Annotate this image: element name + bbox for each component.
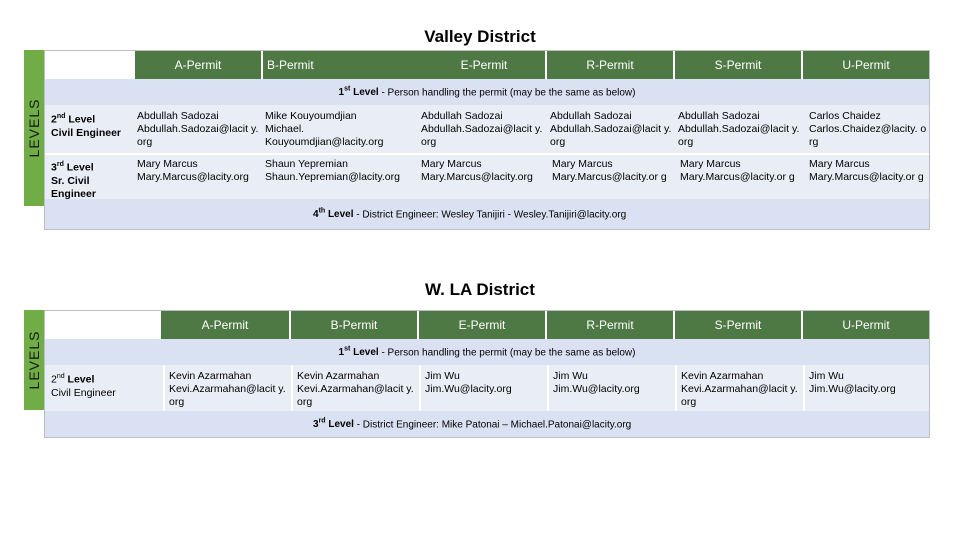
valley-3rd-s-permit-cell	[676, 155, 802, 184]
wla-row-2nd-level-label	[47, 367, 159, 400]
wla-first-level-sup: st	[344, 345, 351, 353]
wla-third-level-text: - District Engineer: Mike Patonai – Michael.Patonai@lacity.org	[353, 419, 632, 431]
contact-name: Abdullah Sadozai	[550, 110, 632, 122]
valley-header-s-permit: S-Permit	[675, 51, 801, 79]
wla-2nd-sup: nd	[56, 373, 65, 380]
wla-header-a-permit: A-Permit	[161, 311, 289, 339]
valley-3rd-sup: rd	[56, 161, 64, 168]
valley-3rd-r-permit-cell	[548, 155, 674, 184]
valley-3rd-e-permit-cell	[417, 155, 547, 184]
wla-levels-tab	[24, 310, 44, 410]
wla-third-level-band	[45, 411, 929, 437]
valley-3rd-sub: Sr. Civil Engineer	[51, 174, 96, 200]
wla-2nd-text: Level	[64, 373, 95, 386]
valley-header-b-permit: B-Permit	[263, 51, 441, 79]
contact-email: Carlos.Chaidez@lacity. org	[809, 123, 927, 148]
contact-name: Mary Marcus	[809, 158, 870, 170]
valley-2nd-sub: Civil Engineer	[51, 126, 122, 139]
contact-email: Mary.Marcus@lacity.org	[421, 171, 533, 183]
contact-name: Jim Wu	[425, 370, 460, 382]
wla-2nd-r-permit-cell	[549, 367, 673, 396]
contact-name: Mary Marcus	[137, 158, 198, 170]
contact-email: Abdullah.Sadozai@lacit y.org	[550, 123, 672, 148]
wla-header-r-permit: R-Permit	[547, 311, 673, 339]
valley-2nd-s-permit-cell	[674, 107, 804, 149]
valley-first-level-sup: st	[344, 85, 351, 93]
wla-district-title: W. LA District	[425, 280, 535, 299]
wla-2nd-u-permit-cell	[805, 367, 927, 396]
contact-name: Jim Wu	[553, 370, 588, 382]
contact-name: Mary Marcus	[680, 158, 741, 170]
valley-fourth-level-text: - District Engineer: Wesley Tanijiri - Wesley.Tanijiri@lacity.org	[353, 209, 627, 221]
valley-header-r-permit: R-Permit	[547, 51, 673, 79]
valley-3rd-u-permit-cell	[805, 155, 927, 184]
wla-permit-table	[44, 310, 930, 438]
contact-name: Kevin Azarmahan	[681, 370, 764, 382]
wla-2nd-s-permit-cell	[677, 367, 801, 409]
contact-name: Abdullah Sadozai	[678, 110, 760, 122]
contact-email: Mary.Marcus@lacity.or g	[552, 171, 667, 183]
wla-levels-label: LEVELS	[26, 330, 42, 390]
contact-name: Jim Wu	[809, 370, 844, 382]
contact-name: Shaun Yepremian	[265, 158, 348, 170]
wla-first-level-label: Level	[350, 347, 379, 359]
wla-2nd-a-permit-cell	[165, 367, 289, 409]
valley-row-3rd-level-label	[47, 155, 135, 199]
valley-2nd-sup: nd	[56, 113, 66, 120]
valley-header-u-permit: U-Permit	[803, 51, 929, 79]
valley-district-title: Valley District	[424, 27, 536, 46]
contact-name: Abdullah Sadozai	[137, 110, 219, 122]
valley-3rd-a-permit-cell	[133, 155, 263, 184]
contact-email: Michael. Kouyoumdjian@lacity.org	[265, 123, 384, 148]
wla-2nd-b-permit-cell	[293, 367, 417, 409]
valley-levels-tab	[24, 50, 44, 206]
valley-first-level-band	[45, 79, 929, 105]
contact-email: Mary.Marcus@lacity.or g	[809, 171, 924, 183]
wla-third-level-label: Level	[325, 419, 354, 431]
contact-name: Carlos Chaidez	[809, 110, 881, 122]
valley-2nd-a-permit-cell	[133, 107, 263, 149]
valley-fourth-level-label: Level	[325, 209, 354, 221]
valley-2nd-u-permit-cell	[805, 107, 927, 149]
wla-2nd-num: 2	[51, 373, 57, 386]
valley-header-e-permit: E-Permit	[423, 51, 545, 79]
valley-first-level-text: - Person handling the permit (may be the same as below)	[378, 87, 636, 99]
valley-2nd-num: 2	[51, 113, 57, 126]
contact-email: Mary.Marcus@lacity.org	[137, 171, 249, 183]
valley-3rd-b-permit-cell	[261, 155, 421, 184]
wla-third-level-num: 3	[313, 419, 319, 431]
valley-fourth-level-num: 4	[313, 209, 319, 221]
valley-row-2nd-level-label	[47, 107, 135, 151]
contact-email: Abdullah.Sadozai@lacit y.org	[678, 123, 800, 148]
wla-header-e-permit: E-Permit	[419, 311, 545, 339]
contact-email: Kevi.Azarmahan@lacit y.org	[169, 383, 286, 408]
valley-permit-table	[44, 50, 930, 230]
wla-header-s-permit: S-Permit	[675, 311, 801, 339]
contact-name: Mary Marcus	[552, 158, 613, 170]
wla-first-level-text: - Person handling the permit (may be the same as below)	[378, 347, 636, 359]
valley-2nd-r-permit-cell	[546, 107, 676, 149]
wla-first-level-band	[45, 339, 929, 365]
contact-email: Jim.Wu@lacity.org	[553, 383, 640, 395]
contact-email: Jim.Wu@lacity.org	[425, 383, 512, 395]
valley-3rd-num: 3	[51, 161, 57, 174]
valley-first-level-num: 1	[338, 87, 345, 99]
contact-email: Mary.Marcus@lacity.or g	[680, 171, 795, 183]
valley-fourth-level-sup: th	[318, 207, 326, 215]
valley-first-level-label: Level	[350, 87, 379, 99]
contact-name: Mike Kouyoumdjian	[265, 110, 357, 122]
contact-email: Abdullah.Sadozai@lacit y.org	[421, 123, 543, 148]
wla-2nd-sub: Civil Engineer	[51, 386, 116, 399]
valley-header-a-permit: A-Permit	[135, 51, 261, 79]
wla-2nd-e-permit-cell	[421, 367, 545, 396]
valley-fourth-level-band	[45, 199, 929, 229]
valley-2nd-text: Level	[65, 113, 96, 126]
contact-email: Shaun.Yepremian@lacity.org	[265, 171, 400, 183]
valley-levels-label: LEVELS	[26, 98, 42, 158]
contact-email: Jim.Wu@lacity.org	[809, 383, 896, 395]
contact-email: Abdullah.Sadozai@lacit y.org	[137, 123, 259, 148]
wla-header-b-permit: B-Permit	[291, 311, 417, 339]
contact-email: Kevi.Azarmahan@lacit y.org	[681, 383, 798, 408]
wla-header-u-permit: U-Permit	[803, 311, 929, 339]
valley-2nd-e-permit-cell	[417, 107, 547, 149]
wla-first-level-num: 1	[338, 347, 345, 359]
valley-2nd-b-permit-cell	[261, 107, 421, 149]
valley-3rd-text: Level	[63, 161, 94, 174]
contact-email: Kevi.Azarmahan@lacit y.org	[297, 383, 414, 408]
contact-name: Mary Marcus	[421, 158, 482, 170]
contact-name: Kevin Azarmahan	[297, 370, 380, 382]
wla-third-level-sup: rd	[318, 417, 326, 425]
contact-name: Abdullah Sadozai	[421, 110, 503, 122]
contact-name: Kevin Azarmahan	[169, 370, 252, 382]
